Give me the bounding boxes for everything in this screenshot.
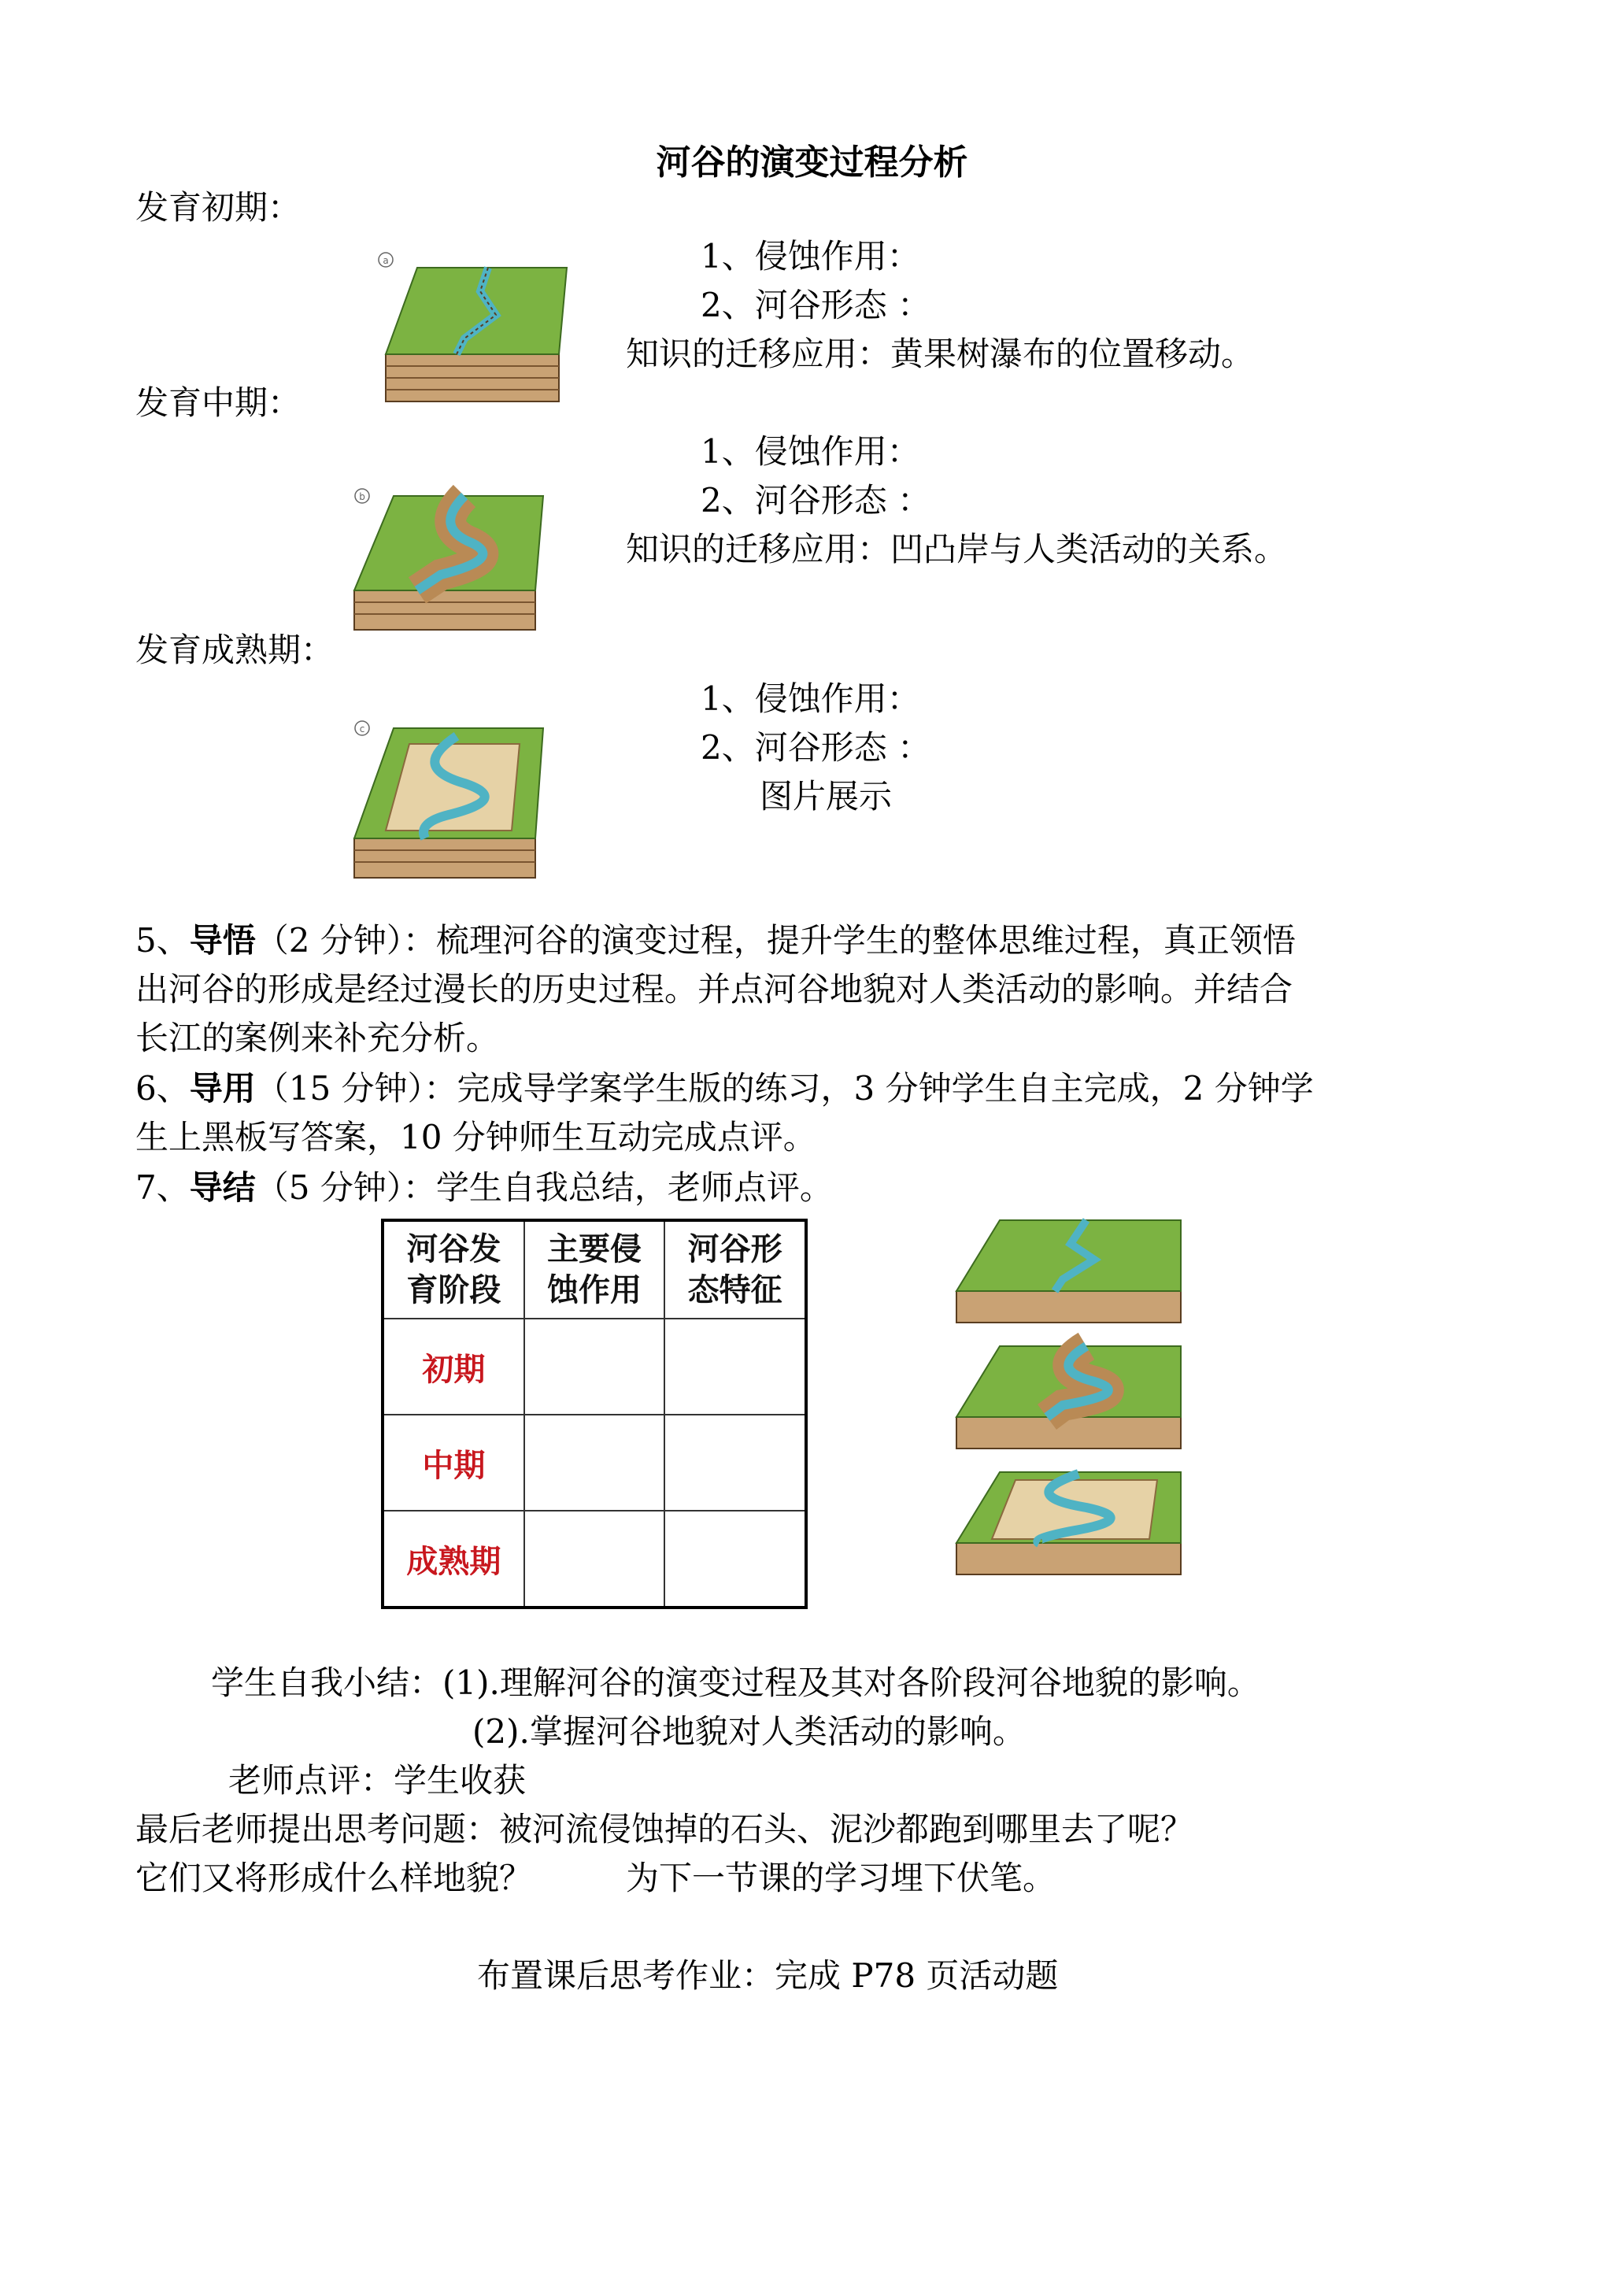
mature-erosion-cell xyxy=(524,1511,664,1608)
middle-erosion-label: 1、侵蚀作用： xyxy=(701,432,920,471)
thinking-question-line1: 最后老师提出思考问题：被河流侵蚀掉的石头、泥沙都跑到哪里去了呢？ xyxy=(135,1810,1194,1848)
header-shape: 河谷形 态特征 xyxy=(664,1220,806,1319)
stage-mature: 成熟期 xyxy=(383,1511,524,1608)
early-shape-label: 2、河谷形态 ： xyxy=(701,286,931,324)
mature-shape-cell xyxy=(664,1511,806,1608)
early-transfer-text: 知识的迁移应用：黄果树瀑布的位置移动。 xyxy=(626,335,1255,373)
stack-mature-diagram xyxy=(956,1472,1181,1574)
table-row xyxy=(383,1319,806,1415)
middle-diagram-label: b xyxy=(359,491,365,502)
mature-shape-label: 2、河谷形态 ： xyxy=(701,728,931,767)
early-valley-diagram xyxy=(370,236,575,409)
early-erosion-label: 1、侵蚀作用： xyxy=(701,237,920,276)
header-stage: 河谷发 育阶段 xyxy=(383,1220,524,1319)
table-row xyxy=(383,1415,806,1511)
early-shape-cell xyxy=(664,1319,806,1415)
step-7: 7、导结（5 分钟）：学生自我总结，老师点评。 xyxy=(135,1168,833,1207)
middle-heading: 发育中期： xyxy=(135,383,301,422)
mature-valley-diagram xyxy=(346,712,551,886)
stack-early-diagram xyxy=(956,1220,1181,1323)
self-summary-line1: 学生自我小结：(1).理解河谷的演变过程及其对各阶段河谷地貌的影响。 xyxy=(211,1663,1260,1702)
stage-middle: 中期 xyxy=(383,1415,524,1511)
mature-erosion-label: 1、侵蚀作用： xyxy=(701,679,920,718)
teacher-comment: 老师点评：学生收获 xyxy=(228,1761,527,1800)
middle-shape-cell xyxy=(664,1415,806,1511)
early-diagram-label: a xyxy=(383,255,389,266)
thinking-question-line2b: 为下一节课的学习埋下伏笔。 xyxy=(626,1859,1056,1897)
early-erosion-cell xyxy=(524,1319,664,1415)
stage-summary-table xyxy=(381,1219,808,1609)
mature-heading: 发育成熟期： xyxy=(135,631,335,669)
table-header-row xyxy=(383,1220,806,1319)
early-heading: 发育初期： xyxy=(135,188,301,227)
header-erosion: 主要侵 蚀作用 xyxy=(524,1220,664,1319)
stack-middle-diagram xyxy=(956,1346,1181,1449)
step-5: 5、导悟（2 分钟）：梳理河谷的演变过程，提升学生的整体思维过程，真正领悟 出河谷的形成是经过漫长的历史过程。并点河谷地貌对人类活动的影响。并结合 长江的案例来补充分析。 xyxy=(135,921,1296,1057)
page-title: 河谷的演变过程分析 xyxy=(656,142,968,183)
valley-evolution-stack xyxy=(953,1212,1189,1590)
mature-diagram-label: c xyxy=(359,723,365,734)
homework-assignment: 布置课后思考作业：完成 P78 页活动题 xyxy=(477,1956,1059,1995)
thinking-question-line2a: 它们又将形成什么样地貌？ xyxy=(135,1859,533,1897)
middle-shape-label: 2、河谷形态 ： xyxy=(701,481,931,520)
middle-erosion-cell xyxy=(524,1415,664,1511)
mature-gallery-text: 图片展示 xyxy=(760,777,893,816)
self-summary-line2: (2).掌握河谷地貌对人类活动的影响。 xyxy=(472,1712,1026,1751)
middle-transfer-text: 知识的迁移应用：凹凸岸与人类活动的关系。 xyxy=(626,530,1288,568)
middle-valley-diagram xyxy=(346,480,551,638)
stage-early: 初期 xyxy=(383,1319,524,1415)
step-6: 6、导用（15 分钟）：完成导学案学生版的练习，3 分钟学生自主完成，2 分钟学 生上黑板写答案，10 分钟师生互动完成点评。 xyxy=(135,1069,1314,1156)
table-row xyxy=(383,1511,806,1608)
